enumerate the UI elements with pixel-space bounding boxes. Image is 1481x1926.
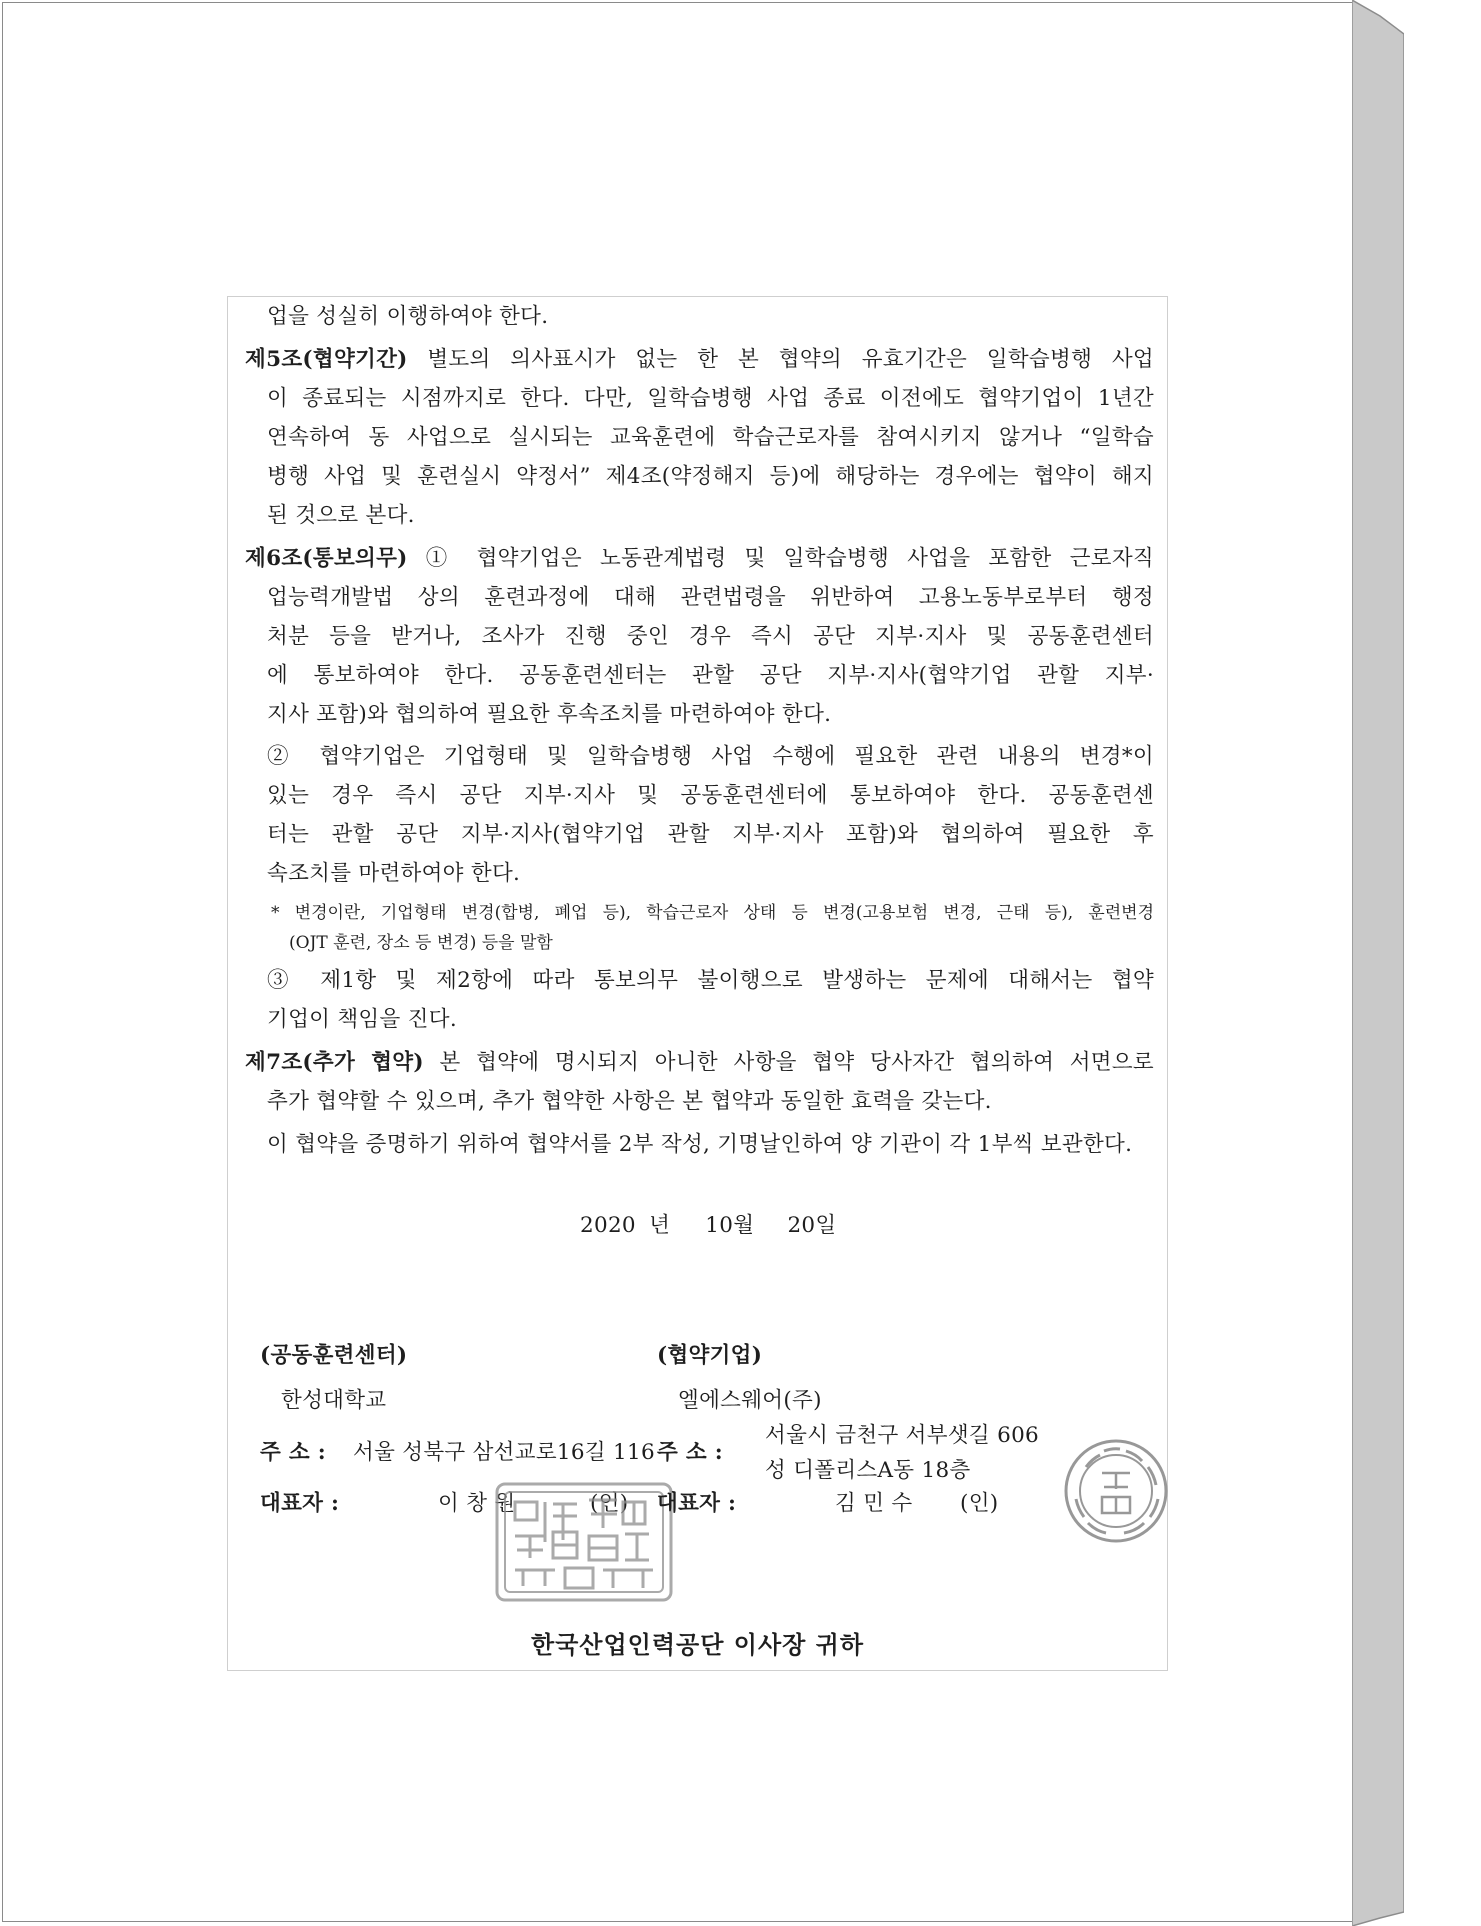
article-6-para-3-line-1: ③ 제1항 및 제2항에 따라 통보의무 불이행으로 발생하는 문제에 대해서는 협약 <box>267 968 1154 993</box>
right-address-line-2: 성 디폴리스A동 18층 <box>765 1458 971 1483</box>
article-6-title: 제6조(통보의무) <box>245 546 408 571</box>
article-7-title: 제7조(추가 협약) <box>245 1050 424 1075</box>
right-seal-mark: (인) <box>960 1491 999 1516</box>
article-6-line-1: 제6조(통보의무) ① 협약기업은 노동관계법령 및 일학습병행 사업을 포함한 근로자직 <box>245 546 1154 571</box>
left-address: 서울 성북구 삼선교로16길 116 <box>353 1440 655 1465</box>
article-7-line-1: 제7조(추가 협약) 본 협약에 명시되지 아니한 사항을 협약 당사자간 협의하여 서면으로 <box>245 1050 1154 1075</box>
article-6-line-2: 업능력개발법 상의 훈련과정에 대해 관련법령을 위반하여 고용노동부로부터 행정 <box>267 585 1154 610</box>
date-day: 20일 <box>787 1213 837 1238</box>
left-address-label: 주 소 : <box>260 1440 326 1465</box>
article-5-line-4: 병행 사업 및 훈련실시 약정서” 제4조(약정해지 등)에 해당하는 경우에는 협약이 해지 <box>267 464 1154 489</box>
article-6-line-4: 에 통보하여야 한다. 공동훈련센터는 관할 공단 지부·지사(협약기업 관할 지부· <box>267 663 1154 688</box>
article-6-para-2-line-2: 있는 경우 즉시 공단 지부·지사 및 공동훈련센터에 통보하여야 한다. 공동훈련센 <box>267 783 1154 808</box>
article-6-para-2-line-3: 터는 관할 공단 지부·지사(협약기업 관할 지부·지사 포함)와 협의하여 필요한 후 <box>267 822 1154 847</box>
date-year: 2020 <box>580 1213 636 1238</box>
agreement-page <box>227 296 1168 1671</box>
right-party-role: (협약기업) <box>657 1343 763 1368</box>
right-rep-label: 대표자 : <box>657 1491 737 1516</box>
footnote-line-2: (OJT 훈련, 장소 등 변경) 등을 말함 <box>289 933 553 953</box>
date-year-unit: 년 <box>649 1213 671 1238</box>
article-6-line-3: 처분 등을 받거나, 조사가 진행 중인 경우 즉시 공단 지부·지사 및 공동훈련센터 <box>267 624 1154 649</box>
article-5-line-3: 연속하여 동 사업으로 실시되는 교육훈련에 학습근로자를 참여시키지 않거나 “일학습 <box>267 425 1154 450</box>
left-seal-mark: (인) <box>590 1491 629 1516</box>
left-official-seal <box>493 1480 675 1604</box>
article-5-line-5: 된 것으로 본다. <box>267 503 415 528</box>
left-party-role: (공동훈련센터) <box>260 1343 408 1368</box>
left-rep-name: 이 창 원 <box>438 1491 516 1516</box>
addressee: 한국산업인력공단 이사장 귀하 <box>530 1630 865 1659</box>
article-7-line-2: 추가 협약할 수 있으며, 추가 협약한 사항은 본 협약과 동일한 효력을 갖는다. <box>267 1089 992 1114</box>
left-party-name: 한성대학교 <box>281 1388 387 1413</box>
signing-date <box>580 1212 836 1240</box>
right-address-label: 주 소 : <box>657 1440 723 1465</box>
right-rep-name: 김 민 수 <box>835 1491 913 1516</box>
article-6-para-3-line-2: 기업이 책임을 진다. <box>267 1007 457 1032</box>
article-6-line-5: 지사 포함)와 협의하여 필요한 후속조치를 마련하여야 한다. <box>267 702 832 727</box>
right-address-line-1: 서울시 금천구 서부샛길 606 <box>765 1423 1040 1448</box>
article-5-line-2: 이 종료되는 시점까지로 한다. 다만, 일학습병행 사업 종료 이전에도 협약기업이 1년간 <box>267 386 1154 411</box>
article-6-para-2-line-4: 속조치를 마련하여야 한다. <box>267 861 521 886</box>
article-5-title: 제5조(협약기간) <box>245 347 408 372</box>
footnote-line-1: * 변경이란, 기업형태 변경(합병, 폐업 등), 학습근로자 상태 등 변경(고용보험 변경, 근태 등), 훈련변경 <box>271 903 1154 923</box>
right-party-name: 엘에스웨어(주) <box>678 1388 822 1413</box>
right-company-seal <box>1062 1437 1170 1545</box>
left-rep-label: 대표자 : <box>260 1491 340 1516</box>
page-stack-edge <box>1352 0 1404 1926</box>
article-6-para-2-line-1: ② 협약기업은 기업형태 및 일학습병행 사업 수행에 필요한 관련 내용의 변경*이 <box>267 744 1154 769</box>
carryover-line: 업을 성실히 이행하여야 한다. <box>267 304 549 329</box>
date-month: 10월 <box>705 1213 755 1238</box>
closing-statement: 이 협약을 증명하기 위하여 협약서를 2부 작성, 기명날인하여 양 기관이 각 1부씩 보관한다. <box>267 1132 1133 1157</box>
article-5-line-1: 제5조(협약기간) 별도의 의사표시가 없는 한 본 협약의 유효기간은 일학습병행 사업 <box>245 347 1154 372</box>
